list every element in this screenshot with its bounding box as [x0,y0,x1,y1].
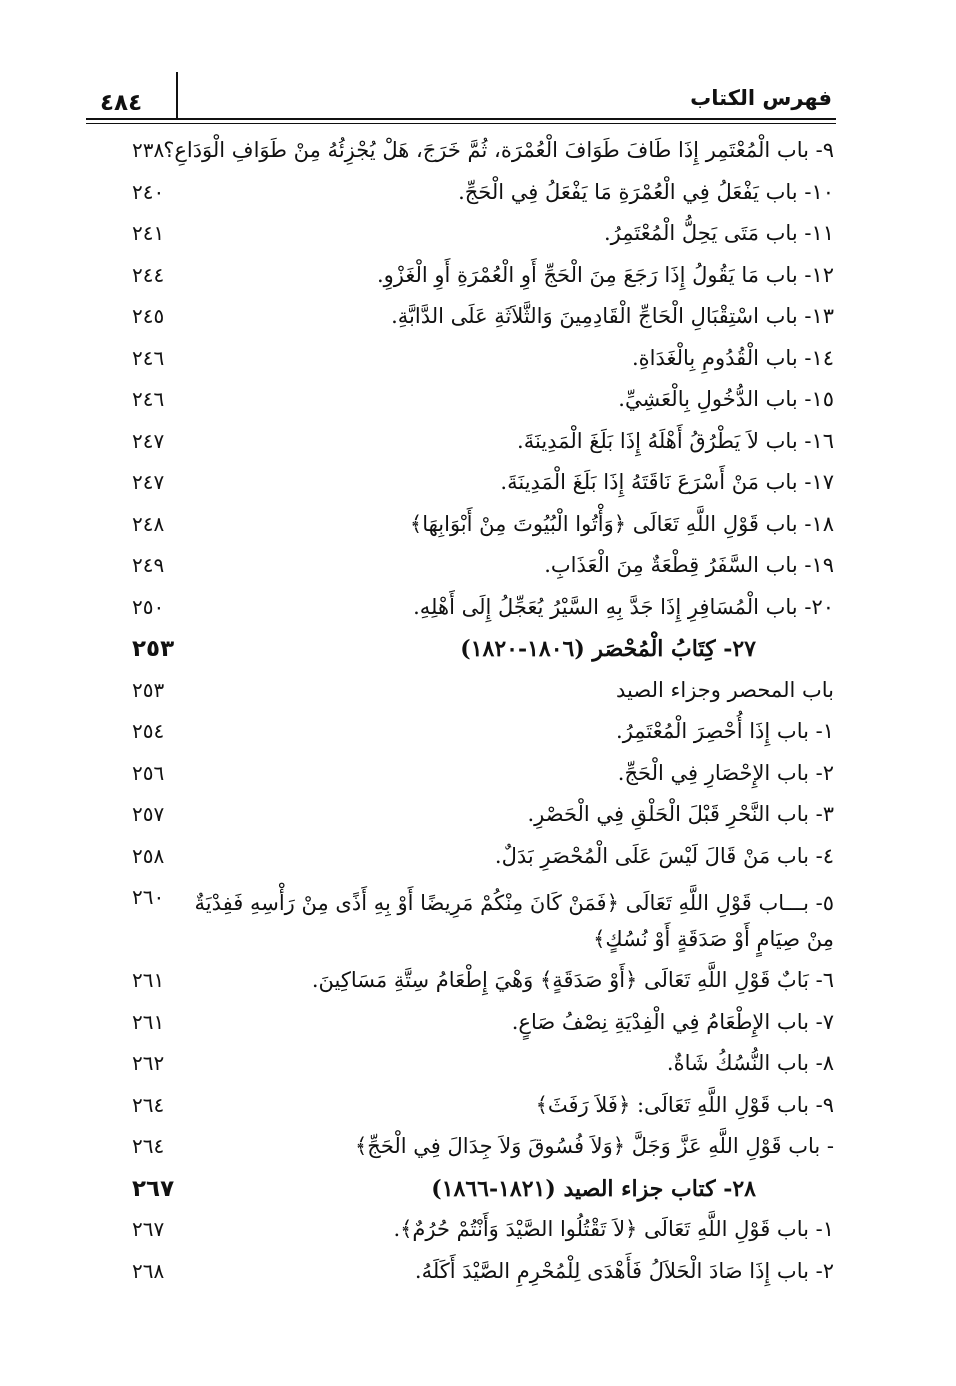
entry-title: ١٩- باب السَّفَرُ قِطْعَةٌ مِنَ الْعَذَابِ. [544,553,834,577]
entry-page-number: ٢٣٨ [132,138,165,162]
entry-page-number: ٢٥٣ [132,677,165,702]
entry-page-number: ٢٦٧ [132,1175,175,1202]
entry-page-number: ٢٤٤ [132,262,165,287]
entry-page-number: ٢٥٠ [132,594,165,619]
entry-title: ١٠- باب يَفْعَلُ فِي الْعُمْرَةِ مَا يَفْعَلُ فِي الْحَجِّ. [458,179,834,204]
entry-title: ٦- بَابٌ قَوْلِ اللَّهِ تَعَالَى ﴿أَوْ صَدَقَةٍ﴾ وَهْيَ إِطْعَامُ سِتَّةِ مَسَاكِينَ. [311,968,834,992]
entry-title: ١٨- باب قَوْلِ اللَّهِ تَعَالَى ﴿وَأْتُوا الْبُيُوتَ مِنْ أَبْوَابِهَا﴾ [409,511,834,536]
entry-page-number: ٢٦٧ [132,1217,165,1241]
entry-title: ١- باب قَوْلِ اللَّهِ تَعَالَى ﴿لاَ تَقْتُلُوا الصَّيْدَ وَأَنْتُمْ حُرُمٌ﴾. [393,1217,834,1241]
entry-title: ١٢- باب مَا يَقُولُ إِذَا رَجَعَ مِنَ الْحَجِّ أَوِ الْعُمْرَةِ أَوِ الْغَزْوِ. [376,262,834,287]
header-rule-thin [86,123,836,124]
entry-title: ٤- باب مَنْ قَالَ لَيْسَ عَلَى الْمُحْصَرِ بَدَلٌ. [494,843,834,868]
entry-page-number: ٢٦١ [132,1009,165,1034]
entry-title: - باب قَوْلِ اللَّهِ عَزَّ وَجَلَّ ﴿وَلاَ فُسُوقَ وَلاَ جِدَالَ فِي الْحَجِّ﴾ [354,1134,834,1158]
page-header [0,0,956,130]
entry-title: ٢٨- كتاب جزاء الصيد (١٨٢١-١٨٦٦) [431,1175,756,1202]
entry-title: ١٣- باب اسْتِقْبَالِ الْحَاجِّ الْقَادِمِينَ وَالثَّلاَثَةِ عَلَى الدَّابَّةِ. [391,304,834,328]
entry-title: باب المحصر وجزاء الصيد [616,677,834,702]
entry-page-number: ٢٤١ [132,221,165,245]
entry-page-number: ٢٤٧ [132,470,165,494]
page-number: ٤٨٤ [100,90,143,116]
entry-page-number: ٢٥٣ [132,636,175,662]
entry-title: ١٦- باب لاَ يَطْرُقُ أَهْلَهُ إِذَا بَلَغَ الْمَدِينَةَ. [517,428,834,453]
entry-page-number: ٢٥٦ [132,760,165,785]
page-title: فهرس الكتاب [690,86,832,110]
entry-page-number: ٢٤٠ [132,179,165,204]
entry-page-number: ٢٥٤ [132,719,165,743]
entry-title: ٧- باب الإِطْعَامُ فِي الْفِدْيَةِ نِصْفُ صَاعٍ. [511,1009,834,1034]
entry-page-number: ٢٦٨ [132,1258,165,1283]
entry-page-number: ٢٤٨ [132,511,165,536]
entry-title: ٩- باب الْمُعْتَمِر إِذَا طَافَ طَوَافَ الْعُمْرَة، ثُمَّ خَرَجَ، هَلْ يُجْزِئُهُ مِنْ طَوَافِ الْوَدَاعِ؟ [163,138,834,162]
entry-page-number: ٢٦٠ [132,885,165,909]
entry-title: ٩- باب قَوْلِ اللَّهِ تَعَالَى: ﴿فَلاَ رَفَثَ﴾ [535,1092,834,1117]
entry-title: ١٧- باب مَنْ أَسْرَعَ نَاقَتَهُ إِذَا بَلَغَ الْمَدِينَةَ. [500,470,834,494]
entry-title: ١١- باب مَتَى يَحِلُّ الْمُعْتَمِرُ. [603,221,834,245]
entry-title: ٥- بـــاب قَوْلِ اللَّهِ تَعَالَى ﴿فَمَنْ كَانَ مِنْكُمْ مَرِيضًا أَوْ بِهِ أَذًى مِنْ رَأْسِهِ فَفِدْيَةٌ مِنْ صِيَامٍ أَوْ صَدَقَةٍ أَوْ نُسُكٍ﴾ [194,891,834,951]
entry-title: ٢٠- باب الْمُسَافِرِ إِذَا جَدَّ بِهِ السَّيْرُ يُعَجِّلُ إِلَى أَهْلِهِ. [413,594,834,619]
entry-title: ٢- باب الإِحْصَارِ فِي الْحَجِّ. [617,760,834,785]
entry-title: ١- باب إِذَا أُحْصِرَ الْمُعْتَمِرُ. [616,719,834,743]
entry-page-number: ٢٥٧ [132,802,165,826]
entry-title: ٣- باب النَّحْرِ قَبْلَ الْحَلْقِ فِي الْحَصْرِ. [527,802,834,826]
entry-page-number: ٢٤٦ [132,387,165,411]
entry-page-number: ٢٦١ [132,968,165,992]
entry-title: ١٥- باب الدُّخُولِ بِالْعَشِيِّ. [618,387,834,411]
entry-page-number: ٢٤٧ [132,428,165,453]
entry-page-number: ٢٤٦ [132,345,165,370]
entry-title: ٢- باب إِذَا صَادَ الْحَلاَلُ فَأَهْدَى لِلْمُحْرِمِ الصَّيْدَ أَكَلَهُ. [414,1258,834,1283]
entry-page-number: ٢٤٥ [132,304,165,328]
entry-title: ١٤- باب الْقُدُومِ بِالْغَدَاةِ. [631,345,834,370]
entry-page-number: ٢٦٢ [132,1051,165,1075]
entry-title: ٢٧- كِتَابُ الْمُحْصَر (١٨٠٦-١٨٢٠) [460,636,756,662]
entry-page-number: ٢٥٨ [132,843,165,868]
header-rule [86,118,836,120]
entry-page-number: ٢٦٤ [132,1134,165,1158]
entry-page-number: ٢٤٩ [132,553,165,577]
entry-title: ٨- باب النُّسُكُ شَاةٌ. [666,1051,834,1075]
entry-page-number: ٢٦٤ [132,1092,165,1117]
